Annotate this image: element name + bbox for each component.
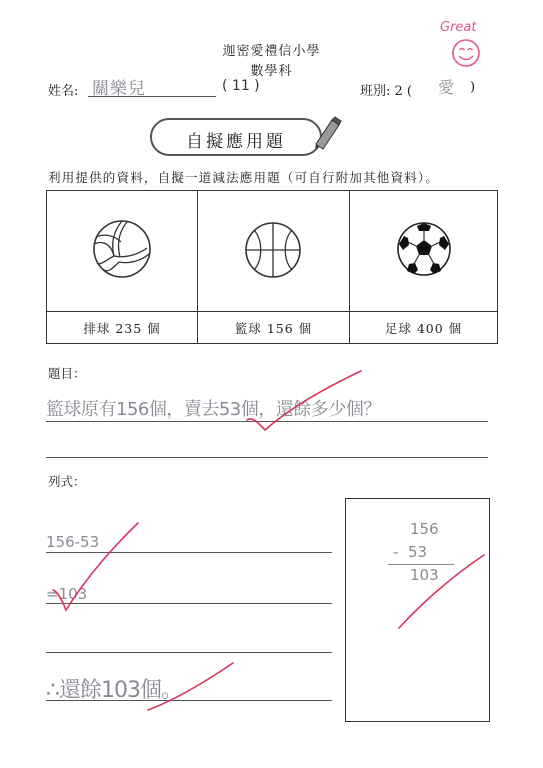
class-close: )	[470, 80, 476, 95]
soccer-ball-icon	[395, 220, 453, 278]
title-banner-text: 自擬應用題	[186, 132, 286, 152]
student-name: 關樂兒	[92, 79, 146, 99]
class-value: 愛	[438, 78, 455, 97]
question-label: 題目：	[48, 366, 86, 381]
basketball-icon	[243, 220, 303, 280]
subject-name: 數學科	[250, 64, 293, 79]
class-label: 班別: 2 (	[360, 84, 412, 99]
volleyball-icon	[91, 218, 153, 280]
pencil-icon	[312, 116, 342, 150]
calc-subtrahend: - 53	[393, 543, 428, 561]
conclusion-check-mark	[145, 660, 235, 715]
working-step-2: =103	[46, 585, 88, 603]
question-answer: 籃球原有156個，賣去53個，還餘多少個？	[46, 399, 381, 420]
item-label-basketball: 籃球 156 個	[234, 321, 313, 336]
calc-result: 103	[410, 566, 439, 584]
name-underline	[88, 96, 216, 97]
name-label: 姓名:	[48, 84, 79, 99]
question-line-2	[46, 457, 488, 458]
calc-check-mark	[396, 552, 486, 632]
smiley-icon	[449, 36, 483, 70]
working-conclusion: ∴還餘103個。	[46, 678, 182, 703]
great-stamp-text: Great	[440, 20, 477, 35]
school-name: 迦密愛禮信小學	[222, 44, 321, 59]
item-label-soccer: 足球 400 個	[384, 321, 463, 336]
instruction-text: 利用提供的資料，自擬一道減法應用題（可自行附加其他資料）。	[48, 170, 440, 185]
student-number: ( 11 )	[222, 78, 260, 94]
working-step-1: 156-53	[46, 533, 100, 551]
working-line-3	[46, 652, 332, 653]
item-label-volleyball: 排球 235 個	[83, 321, 161, 336]
working-check-mark	[50, 520, 140, 620]
question-check-mark	[245, 368, 365, 438]
working-label: 列式：	[48, 474, 86, 489]
calc-top-number: 156	[410, 520, 439, 538]
